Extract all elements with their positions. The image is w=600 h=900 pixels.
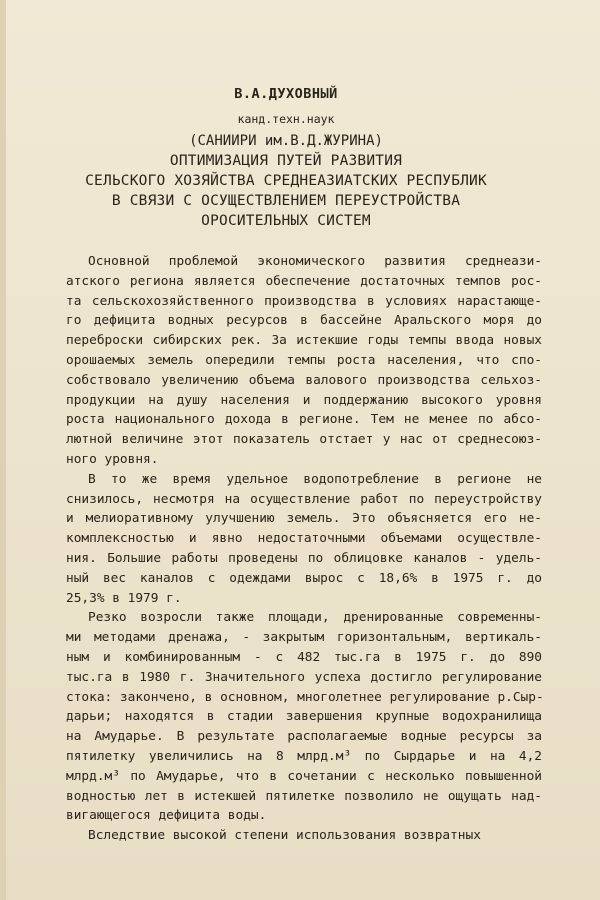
text-line: ного уровня. (66, 451, 159, 467)
text-line: продукции на душу населения и поддержанию высокого уровня (66, 392, 542, 408)
text-line: собствовало увеличению объема валового производства сельхоз- (66, 372, 542, 388)
text-line: вигающегося дефицита воды. (66, 808, 267, 824)
article-title (0, 151, 600, 231)
paragraph (66, 470, 542, 609)
text-line: млрд.м³ по Амударье, что в сочетании с несколько повышенной (66, 768, 542, 784)
author-degree: канд.техн.наук (237, 112, 335, 126)
text-line: 25,3% в 1979 г. (66, 590, 182, 606)
text-line: та сельскохозяйственного производства в условиях нарастающе- (66, 293, 542, 309)
author-organization: (САНИИРИ им.В.Д.ЖУРИНА) (189, 133, 383, 149)
article-body (66, 252, 542, 846)
title-line: ОРОСИТЕЛЬНЫХ СИСТЕМ (201, 213, 371, 229)
text-line: пятилетку увеличились на 8 млрд.м³ по Сырдарье и на 4,2 (66, 748, 542, 764)
text-line: переброски сибирских рек. За истекшие годы темпы ввода новых (66, 333, 542, 349)
text-line: и мелиоративному улучшению земель. Это объясняется его не- (66, 511, 542, 527)
article-header (6, 86, 600, 231)
text-line: комплексностью и явно недостаточными объемами осуществле- (66, 531, 542, 547)
title-line: СЕЛЬСКОГО ХОЗЯЙСТВА СРЕДНЕАЗИАТСКИХ РЕСПУБЛИК (85, 173, 487, 189)
author-name: В.А.ДУХОВНЫЙ (234, 86, 338, 102)
text-line: роста национального дохода в регионе. Тем не менее по абсо- (66, 412, 542, 428)
paragraph (66, 608, 542, 826)
text-line: атского региона является обеспечение достаточных темпов рос- (66, 273, 542, 289)
text-line: лютной величине этот показатель отстает у нас от среднесоюз- (66, 432, 542, 448)
text-line: снизилось, несмотря на осуществление работ по переустройству (66, 491, 542, 507)
paragraph (66, 826, 542, 846)
text-line: ния. Большие работы проведены по облицовке каналов - удель- (66, 550, 542, 566)
text-line: Вследствие высокой степени использования возвратных (88, 828, 481, 844)
title-line: ОПТИМИЗАЦИЯ ПУТЕЙ РАЗВИТИЯ (169, 153, 403, 169)
paragraph (66, 252, 542, 470)
text-line: орошаемых земель опередили темпы роста населения, что спо- (66, 352, 542, 368)
text-line: ным и комбинированным - с 482 тыс.га в 1975 г. до 890 (66, 649, 542, 665)
text-line: ми методами дренажа, - закрытым горизонтальным, вертикаль- (66, 630, 542, 646)
text-line: Резко возросли также площади, дренированные современны- (88, 610, 542, 626)
text-line: В то же время удельное водопотребление в регионе не (88, 471, 542, 487)
text-line: Основной проблемой экономического развития среднеази- (88, 254, 542, 269)
text-line: водностью лет в истекшей пятилетке позволило не ощущать над- (66, 788, 542, 804)
text-line: тыс.га в 1980 г. Значительного успеха достигло регулирование (66, 669, 542, 685)
text-line: дарьи; находятся в стадии завершения крупные водохранилища (66, 709, 542, 725)
text-line: го дефицита водных ресурсов в бассейне Аральского моря до (66, 313, 542, 329)
text-line: на Амударье. В результате располагаемые водные ресурсы за (66, 729, 542, 745)
text-line: стока: закончено, в основном, многолетнее регулирование р.Сыр- (66, 689, 544, 705)
text-line: ный вес каналов с одеждами вырос с 18,6% в 1975 г. до (66, 570, 542, 586)
title-line: В СВЯЗИ С ОСУЩЕСТВЛЕНИЕМ ПЕРЕУСТРОЙСТВА (111, 193, 461, 209)
